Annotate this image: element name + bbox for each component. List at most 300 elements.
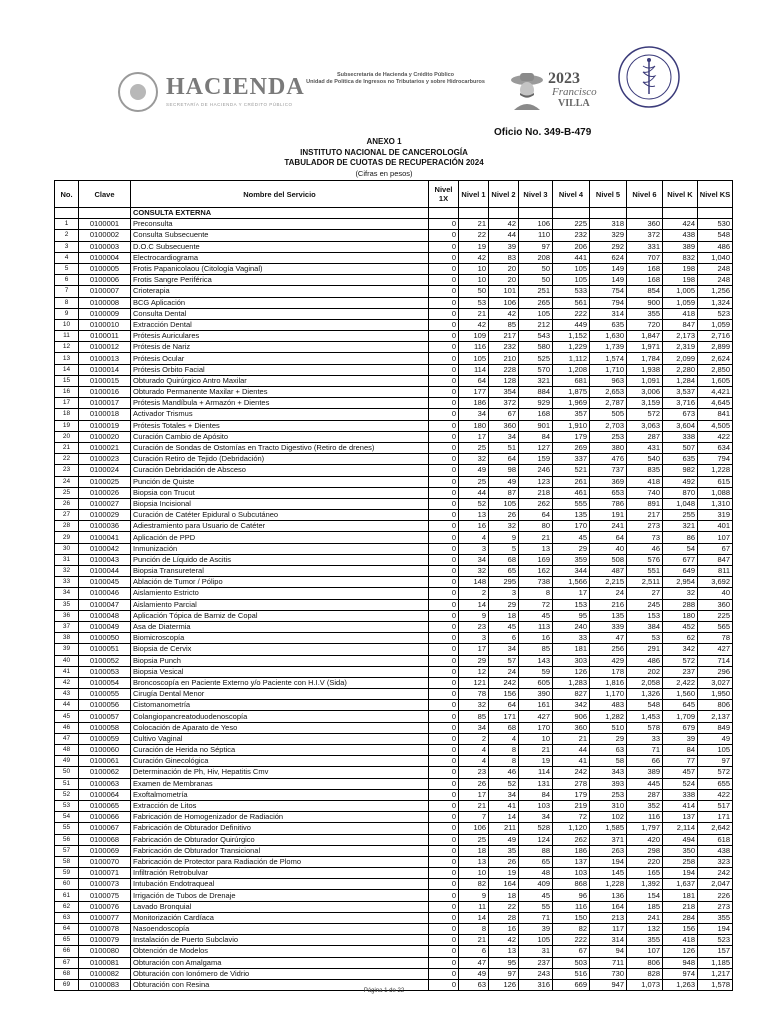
- row-nivel-6: 891: [627, 498, 663, 509]
- row-nivel-2: 35: [489, 845, 519, 856]
- hacienda-subtitle: SECRETARÍA DE HACIENDA Y CRÉDITO PÚBLICO: [166, 102, 293, 107]
- row-nivel-1: 85: [459, 711, 489, 722]
- row-nivel-3: 525: [519, 353, 553, 364]
- row-nivel-k: 982: [663, 465, 698, 476]
- row-nivel-1: 49: [459, 968, 489, 979]
- row-nivel-k: 237: [663, 666, 698, 677]
- row-nivel-4: 29: [553, 543, 590, 554]
- row-number: 15: [55, 375, 79, 386]
- row-service-name: Obtención de Modelos: [131, 946, 429, 957]
- row-nivel-5: 2,787: [590, 398, 627, 409]
- section-row: [55, 208, 733, 219]
- row-nivel-1x: 0: [429, 722, 459, 733]
- row-nivel-6: 355: [627, 935, 663, 946]
- row-clave: 0100066: [79, 812, 131, 823]
- row-nivel-5: 164: [590, 901, 627, 912]
- row-nivel-3: 110: [519, 230, 553, 241]
- row-service-name: Biomicroscopía: [131, 633, 429, 644]
- row-nivel-1x: 0: [429, 241, 459, 252]
- row-nivel-2: 295: [489, 577, 519, 588]
- row-number: 4: [55, 252, 79, 263]
- row-nivel-k: 86: [663, 532, 698, 543]
- row-nivel-6: 548: [627, 700, 663, 711]
- row-nivel-6: 287: [627, 431, 663, 442]
- row-number: 56: [55, 834, 79, 845]
- row-nivel-5: 58: [590, 756, 627, 767]
- row-nivel-ks: 401: [698, 521, 733, 532]
- row-number: 16: [55, 387, 79, 398]
- row-nivel-2: 28: [489, 912, 519, 923]
- hacienda-logo: [118, 72, 305, 112]
- row-nivel-k: 645: [663, 700, 698, 711]
- row-nivel-2: 45: [489, 621, 519, 632]
- row-clave: 0100069: [79, 845, 131, 856]
- row-nivel-5: 253: [590, 789, 627, 800]
- table-row: [55, 879, 733, 890]
- table-row: [55, 834, 733, 845]
- row-nivel-1x: 0: [429, 532, 459, 543]
- row-nivel-3: 123: [519, 476, 553, 487]
- row-nivel-1x: 0: [429, 566, 459, 577]
- row-clave: 0100049: [79, 621, 131, 632]
- row-nivel-4: 681: [553, 375, 590, 386]
- row-nivel-ks: 841: [698, 409, 733, 420]
- row-nivel-6: 740: [627, 487, 663, 498]
- row-nivel-ks: 3,027: [698, 677, 733, 688]
- row-nivel-2: 44: [489, 230, 519, 241]
- row-nivel-1x: 0: [429, 431, 459, 442]
- row-nivel-1x: 0: [429, 286, 459, 297]
- table-row: [55, 800, 733, 811]
- row-nivel-k: 677: [663, 554, 698, 565]
- row-nivel-4: 449: [553, 319, 590, 330]
- table-row: [55, 812, 733, 823]
- row-nivel-4: 516: [553, 968, 590, 979]
- table-row: [55, 398, 733, 409]
- table-row: [55, 353, 733, 364]
- row-nivel-6: 418: [627, 476, 663, 487]
- row-nivel-1: 21: [459, 800, 489, 811]
- row-nivel-1: 34: [459, 554, 489, 565]
- row-clave: 0100042: [79, 543, 131, 554]
- row-nivel-k: 457: [663, 767, 698, 778]
- row-nivel-5: 1,585: [590, 823, 627, 834]
- row-nivel-4: 135: [553, 510, 590, 521]
- row-service-name: Determinación de Ph, Hiv, Hepatitis Cmv: [131, 767, 429, 778]
- row-nivel-1x: 0: [429, 331, 459, 342]
- row-number: 22: [55, 454, 79, 465]
- row-nivel-6: 1,326: [627, 689, 663, 700]
- row-nivel-2: 52: [489, 778, 519, 789]
- row-nivel-3: 72: [519, 599, 553, 610]
- row-nivel-1x: 0: [429, 644, 459, 655]
- table-row: [55, 476, 733, 487]
- row-nivel-2: 68: [489, 722, 519, 733]
- row-clave: 0100048: [79, 610, 131, 621]
- row-nivel-4: 96: [553, 890, 590, 901]
- row-nivel-1x: 0: [429, 968, 459, 979]
- row-nivel-4: 222: [553, 935, 590, 946]
- row-nivel-k: 2,114: [663, 823, 698, 834]
- row-clave: 0100015: [79, 375, 131, 386]
- table-row: [55, 588, 733, 599]
- row-number: 32: [55, 566, 79, 577]
- row-number: 49: [55, 756, 79, 767]
- row-nivel-1x: 0: [429, 856, 459, 867]
- row-clave: 0100043: [79, 554, 131, 565]
- row-nivel-2: 9: [489, 532, 519, 543]
- row-nivel-ks: 1,578: [698, 979, 733, 990]
- row-nivel-1: 106: [459, 823, 489, 834]
- row-service-name: Asa de Diatermia: [131, 621, 429, 632]
- row-nivel-4: 906: [553, 711, 590, 722]
- row-nivel-k: 2,173: [663, 331, 698, 342]
- row-nivel-1: 21: [459, 219, 489, 230]
- row-nivel-1: 10: [459, 868, 489, 879]
- row-nivel-2: 14: [489, 812, 519, 823]
- row-clave: 0100082: [79, 968, 131, 979]
- row-nivel-ks: 847: [698, 554, 733, 565]
- table-row: [55, 957, 733, 968]
- row-nivel-k: 321: [663, 521, 698, 532]
- row-service-name: Curación Ginecológica: [131, 756, 429, 767]
- row-nivel-1: 32: [459, 566, 489, 577]
- row-number: 18: [55, 409, 79, 420]
- row-number: 10: [55, 319, 79, 330]
- row-nivel-5: 963: [590, 375, 627, 386]
- row-nivel-4: 72: [553, 812, 590, 823]
- row-nivel-3: 55: [519, 901, 553, 912]
- table-row: [55, 454, 733, 465]
- row-nivel-3: 161: [519, 700, 553, 711]
- row-nivel-2: 18: [489, 890, 519, 901]
- row-nivel-1: 42: [459, 252, 489, 263]
- row-nivel-1: 114: [459, 364, 489, 375]
- row-service-name: Prótesis Orbito Facial: [131, 364, 429, 375]
- row-service-name: Biopsia Incisional: [131, 498, 429, 509]
- table-row: [55, 935, 733, 946]
- row-nivel-2: 232: [489, 342, 519, 353]
- row-nivel-k: 1,637: [663, 879, 698, 890]
- row-nivel-2: 105: [489, 498, 519, 509]
- row-nivel-4: 17: [553, 588, 590, 599]
- row-number: 34: [55, 588, 79, 599]
- table-row: [55, 823, 733, 834]
- row-nivel-5: 393: [590, 778, 627, 789]
- row-nivel-3: 901: [519, 420, 553, 431]
- row-nivel-2: 34: [489, 789, 519, 800]
- row-nivel-6: 806: [627, 957, 663, 968]
- row-nivel-k: 2,319: [663, 342, 698, 353]
- row-service-name: Crioterapia: [131, 286, 429, 297]
- row-nivel-1: 34: [459, 722, 489, 733]
- table-row: [55, 510, 733, 521]
- row-nivel-2: 210: [489, 353, 519, 364]
- row-service-name: Lavado Bronquial: [131, 901, 429, 912]
- row-nivel-ks: 242: [698, 868, 733, 879]
- row-nivel-6: 27: [627, 588, 663, 599]
- row-nivel-k: 180: [663, 610, 698, 621]
- row-nivel-1x: 0: [429, 655, 459, 666]
- table-row: [55, 968, 733, 979]
- row-number: 25: [55, 487, 79, 498]
- row-nivel-4: 303: [553, 655, 590, 666]
- row-clave: 0100005: [79, 263, 131, 274]
- row-nivel-2: 26: [489, 856, 519, 867]
- table-row: [55, 733, 733, 744]
- row-nivel-k: 1,048: [663, 498, 698, 509]
- row-nivel-6: 132: [627, 924, 663, 935]
- row-clave: 0100083: [79, 979, 131, 990]
- row-nivel-2: 26: [489, 510, 519, 521]
- table-row: [55, 342, 733, 353]
- row-nivel-1x: 0: [429, 387, 459, 398]
- row-nivel-ks: 1,256: [698, 286, 733, 297]
- row-nivel-1x: 0: [429, 689, 459, 700]
- row-nivel-k: 1,709: [663, 711, 698, 722]
- row-nivel-ks: 1,605: [698, 375, 733, 386]
- row-service-name: Prótesis Ocular: [131, 353, 429, 364]
- row-service-name: Activador Trismus: [131, 409, 429, 420]
- row-nivel-5: 1,282: [590, 711, 627, 722]
- row-nivel-5: 429: [590, 655, 627, 666]
- table-row: [55, 610, 733, 621]
- col-clave: Clave: [79, 181, 131, 208]
- row-number: 31: [55, 554, 79, 565]
- row-nivel-3: 262: [519, 498, 553, 509]
- row-service-name: Colocación de Aparato de Yeso: [131, 722, 429, 733]
- row-nivel-4: 222: [553, 308, 590, 319]
- row-nivel-1: 21: [459, 935, 489, 946]
- row-nivel-5: 1,228: [590, 879, 627, 890]
- row-nivel-ks: 4,505: [698, 420, 733, 431]
- row-nivel-4: 45: [553, 532, 590, 543]
- row-nivel-5: 737: [590, 465, 627, 476]
- row-service-name: Biopsia de Cervix: [131, 644, 429, 655]
- row-nivel-1x: 0: [429, 577, 459, 588]
- row-nivel-ks: 2,624: [698, 353, 733, 364]
- row-nivel-k: 1,005: [663, 286, 698, 297]
- row-nivel-ks: 1,040: [698, 252, 733, 263]
- row-nivel-4: 240: [553, 621, 590, 632]
- row-nivel-6: 1,453: [627, 711, 663, 722]
- row-nivel-4: 827: [553, 689, 590, 700]
- row-nivel-2: 20: [489, 263, 519, 274]
- row-service-name: Fabricación de Protector para Radiación de Plomo: [131, 856, 429, 867]
- tabulador-title: TABULADOR DE CUOTAS DE RECUPERACIÓN 2024: [284, 158, 484, 167]
- table-row: [55, 599, 733, 610]
- row-nivel-2: 42: [489, 935, 519, 946]
- row-nivel-ks: 360: [698, 599, 733, 610]
- row-nivel-5: 947: [590, 979, 627, 990]
- row-nivel-ks: 3,692: [698, 577, 733, 588]
- row-nivel-3: 21: [519, 745, 553, 756]
- row-nivel-1x: 0: [429, 700, 459, 711]
- table-row: [55, 230, 733, 241]
- row-nivel-6: 576: [627, 554, 663, 565]
- row-nivel-ks: 2,642: [698, 823, 733, 834]
- row-nivel-1x: 0: [429, 398, 459, 409]
- row-nivel-1x: 0: [429, 767, 459, 778]
- row-nivel-3: 528: [519, 823, 553, 834]
- row-number: 41: [55, 666, 79, 677]
- row-nivel-6: 572: [627, 409, 663, 420]
- row-nivel-6: 1,073: [627, 979, 663, 990]
- row-nivel-4: 1,283: [553, 677, 590, 688]
- table-row: [55, 868, 733, 879]
- row-nivel-k: 3,716: [663, 398, 698, 409]
- row-service-name: Curación de Sondas de Ostomías en Tracto Digestivo (Retiro de drenes): [131, 442, 429, 453]
- row-nivel-6: 291: [627, 644, 663, 655]
- row-nivel-3: 84: [519, 789, 553, 800]
- row-number: 12: [55, 342, 79, 353]
- row-nivel-3: 19: [519, 756, 553, 767]
- row-number: 67: [55, 957, 79, 968]
- row-number: 29: [55, 532, 79, 543]
- row-nivel-6: 2,058: [627, 677, 663, 688]
- year-label: 2023: [548, 70, 580, 87]
- row-clave: 0100017: [79, 398, 131, 409]
- row-nivel-2: 372: [489, 398, 519, 409]
- row-nivel-ks: 1,088: [698, 487, 733, 498]
- row-nivel-ks: 355: [698, 912, 733, 923]
- row-nivel-2: 4: [489, 733, 519, 744]
- row-nivel-3: 64: [519, 510, 553, 521]
- row-nivel-1x: 0: [429, 543, 459, 554]
- row-nivel-3: 243: [519, 968, 553, 979]
- row-nivel-2: 83: [489, 252, 519, 263]
- row-nivel-1: 52: [459, 498, 489, 509]
- row-nivel-4: 1,566: [553, 577, 590, 588]
- row-nivel-1x: 0: [429, 319, 459, 330]
- row-service-name: Intubación Endotraqueal: [131, 879, 429, 890]
- row-number: 60: [55, 879, 79, 890]
- row-nivel-5: 1,710: [590, 364, 627, 375]
- row-nivel-2: 34: [489, 644, 519, 655]
- anexo-title: ANEXO 1: [366, 137, 402, 146]
- row-nivel-1: 64: [459, 375, 489, 386]
- row-nivel-1: 9: [459, 610, 489, 621]
- row-clave: 0100058: [79, 722, 131, 733]
- row-clave: 0100080: [79, 946, 131, 957]
- row-nivel-ks: 530: [698, 219, 733, 230]
- row-service-name: Cultivo Vaginal: [131, 733, 429, 744]
- row-nivel-k: 32: [663, 588, 698, 599]
- row-nivel-1x: 0: [429, 588, 459, 599]
- row-nivel-1: 32: [459, 700, 489, 711]
- row-nivel-1x: 0: [429, 409, 459, 420]
- row-nivel-1: 82: [459, 879, 489, 890]
- table-row: [55, 912, 733, 923]
- year-name-first: Francisco: [552, 86, 597, 98]
- table-row: [55, 252, 733, 263]
- row-nivel-1x: 0: [429, 498, 459, 509]
- row-nivel-3: 143: [519, 655, 553, 666]
- row-nivel-5: 1,630: [590, 331, 627, 342]
- row-nivel-1: 26: [459, 778, 489, 789]
- row-clave: 0100010: [79, 319, 131, 330]
- row-nivel-5: 711: [590, 957, 627, 968]
- row-nivel-1: 177: [459, 387, 489, 398]
- table-row: [55, 431, 733, 442]
- document-header: [110, 66, 700, 136]
- row-service-name: Biopsia con Trucut: [131, 487, 429, 498]
- row-nivel-ks: 1,324: [698, 297, 733, 308]
- row-nivel-3: 131: [519, 778, 553, 789]
- row-number: 13: [55, 353, 79, 364]
- row-nivel-6: 3,159: [627, 398, 663, 409]
- row-service-name: Curación Debridación de Absceso: [131, 465, 429, 476]
- row-service-name: Aplicación de PPD: [131, 532, 429, 543]
- table-row: [55, 577, 733, 588]
- row-nivel-k: 350: [663, 845, 698, 856]
- row-nivel-5: 292: [590, 241, 627, 252]
- table-header-row: [55, 181, 733, 208]
- row-nivel-1x: 0: [429, 454, 459, 465]
- row-nivel-6: 185: [627, 901, 663, 912]
- row-nivel-1x: 0: [429, 800, 459, 811]
- row-nivel-ks: 67: [698, 543, 733, 554]
- row-nivel-2: 211: [489, 823, 519, 834]
- row-nivel-6: 707: [627, 252, 663, 263]
- row-clave: 0100001: [79, 219, 131, 230]
- row-nivel-k: 342: [663, 644, 698, 655]
- row-service-name: Aislamiento Parcial: [131, 599, 429, 610]
- row-nivel-2: 242: [489, 677, 519, 688]
- row-nivel-k: 2,280: [663, 364, 698, 375]
- row-nivel-ks: 2,137: [698, 711, 733, 722]
- row-nivel-2: 217: [489, 331, 519, 342]
- row-nivel-6: 202: [627, 666, 663, 677]
- row-nivel-2: 95: [489, 957, 519, 968]
- row-nivel-4: 186: [553, 845, 590, 856]
- row-nivel-1x: 0: [429, 465, 459, 476]
- row-nivel-k: 338: [663, 431, 698, 442]
- row-nivel-2: 98: [489, 465, 519, 476]
- table-row: [55, 666, 733, 677]
- row-nivel-1x: 0: [429, 308, 459, 319]
- row-number: 57: [55, 845, 79, 856]
- row-nivel-4: 150: [553, 912, 590, 923]
- row-nivel-1x: 0: [429, 789, 459, 800]
- row-nivel-1x: 0: [429, 834, 459, 845]
- row-nivel-3: 84: [519, 431, 553, 442]
- table-row: [55, 756, 733, 767]
- row-number: 28: [55, 521, 79, 532]
- row-nivel-6: 3,063: [627, 420, 663, 431]
- row-nivel-1x: 0: [429, 756, 459, 767]
- row-nivel-5: 754: [590, 286, 627, 297]
- table-row: [55, 420, 733, 431]
- row-nivel-2: 34: [489, 431, 519, 442]
- row-service-name: Prótesis Totales + Dientes: [131, 420, 429, 431]
- incan-seal-icon: [618, 46, 680, 108]
- row-nivel-5: 1,574: [590, 353, 627, 364]
- row-nivel-6: 241: [627, 912, 663, 923]
- row-nivel-2: 49: [489, 834, 519, 845]
- row-service-name: Prótesis Mandíbula + Armazón + Dientes: [131, 398, 429, 409]
- oficio-number: Oficio No. 349-B-479: [494, 127, 592, 138]
- row-clave: 0100004: [79, 252, 131, 263]
- row-nivel-3: 97: [519, 241, 553, 252]
- row-nivel-1: 14: [459, 599, 489, 610]
- row-nivel-1x: 0: [429, 621, 459, 632]
- col-nivel-2: Nivel 2: [489, 181, 519, 208]
- row-clave: 0100006: [79, 275, 131, 286]
- row-nivel-2: 19: [489, 868, 519, 879]
- row-nivel-1: 50: [459, 286, 489, 297]
- row-nivel-6: 331: [627, 241, 663, 252]
